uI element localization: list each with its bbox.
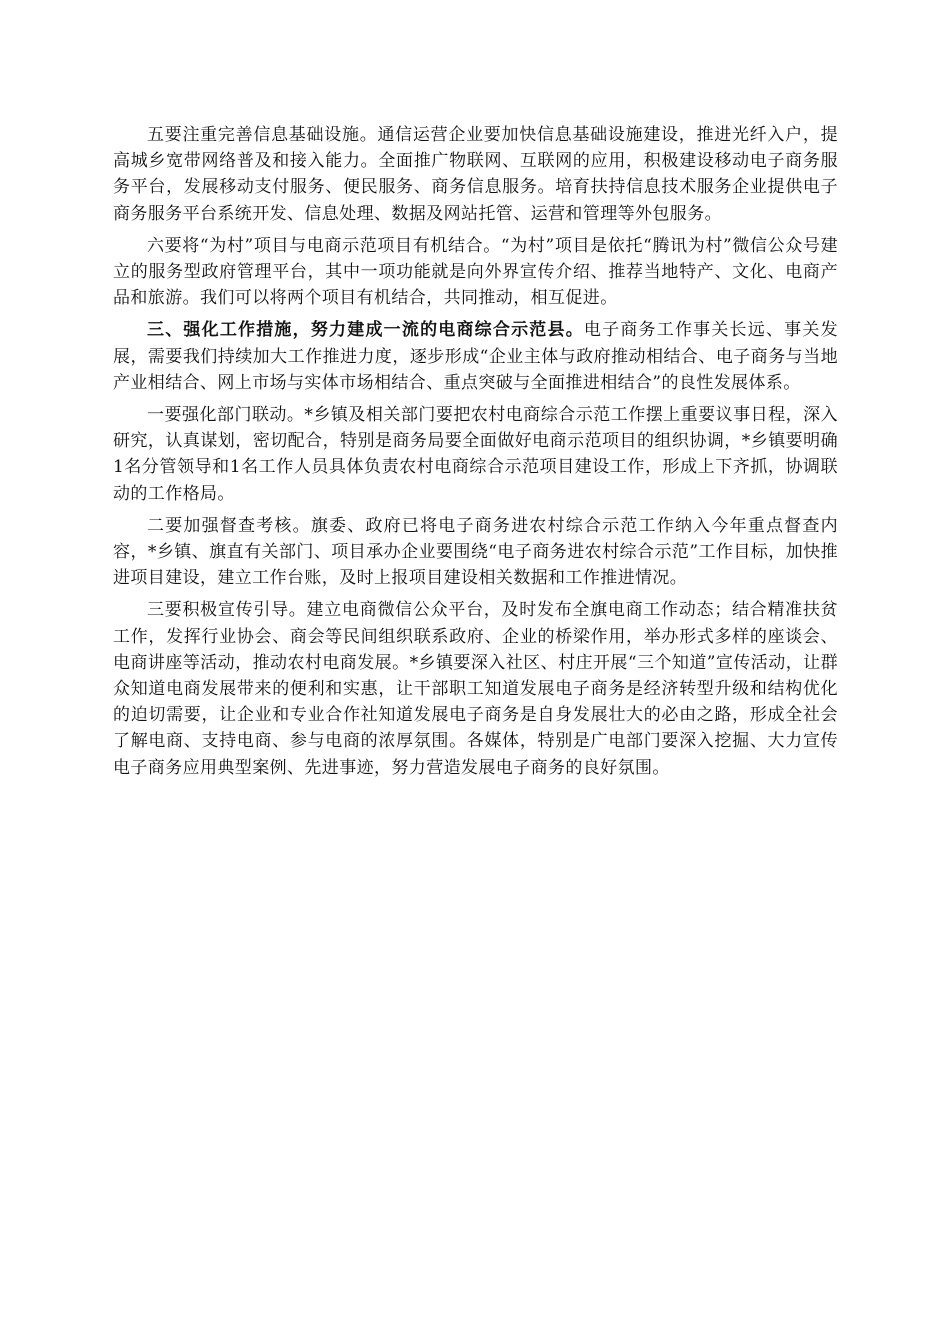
paragraph-text: 电子商务工作事关长远、事关发展，需要我们持续加大工作推进力度，逐步形成“企业主体与政府推动相结合、电子商务与当地产业相结合、网上市场与实体市场相结合、重点突破与全面推进相结合”的良性发展体系。 — [113, 320, 838, 393]
document-page — [113, 122, 838, 787]
paragraph-publicity — [113, 597, 838, 780]
paragraph-text: 二要加强督查考核。旗委、政府已将电子商务进农村综合示范工作纳入今年重点督查内容，*乡镇、旗直有关部门、项目承办企业要围绕“电子商务进农村综合示范”工作目标，加快推进项目建设，建立工作台账，及时上报项目建设相关数据和工作推进情况。 — [113, 515, 838, 589]
paragraph-improve-infrastructure — [113, 122, 838, 227]
paragraph-weicun-project — [113, 233, 838, 312]
paragraph-department-coordination — [113, 402, 838, 507]
section-heading: 三、强化工作措施，努力建成一流的电商综合示范县。 — [147, 320, 584, 341]
paragraph-text: 六要将“为村”项目与电商示范项目有机结合。“为村”项目是依托“腾讯为村”微信公众号建立的服务型政府管理平台，其中一项功能就是向外界宣传介绍、推荐当地特产、文化、电商产品和旅游。我们可以将两个项目有机结合，共同推动，相互促进。 — [113, 235, 838, 309]
paragraph-text: 一要强化部门联动。*乡镇及相关部门要把农村电商综合示范工作摆上重要议事日程，深入研究，认真谋划，密切配合，特别是商务局要全面做好电商示范项目的组织协调，*乡镇要明确1名分管领导和1名工作人员具体负责农村电商综合示范项目建设工作，形成上下齐抓，协调联动的工作格局。 — [113, 405, 838, 504]
paragraph-text: 三要积极宣传引导。建立电商微信公众平台，及时发布全旗电商工作动态；结合精准扶贫工作，发挥行业协会、商会等民间组织联系政府、企业的桥梁作用，举办形式多样的座谈会、电商讲座等活动，推动农村电商发展。*乡镇要深入社区、村庄开展“三个知道”宣传活动，让群众知道电商发展带来的便利和实惠，让干部职工知道发展电子商务是经济转型升级和结构优化的迫切需要，让企业和专业合作社知道发展电子商务是自身发展壮大的必由之路，形成全社会了解电商、支持电商、参与电商的浓厚氛围。各媒体，特别是广电部门要深入挖掘、大力宣传电子商务应用典型案例、先进事迹，努力营造发展电子商务的良好氛围。 — [113, 600, 838, 778]
paragraph-text: 五要注重完善信息基础设施。通信运营企业要加快信息基础设施建设，推进光纤入户，提高城乡宽带网络普及和接入能力。全面推广物联网、互联网的应用，积极建设移动电子商务服务平台，发展移动支付服务、便民服务、商务信息服务。培育扶持信息技术服务企业提供电子商务服务平台系统开发、信息处理、数据及网站托管、运营和管理等外包服务。 — [113, 125, 838, 224]
paragraph-supervision — [113, 513, 838, 592]
paragraph-section-three — [113, 317, 838, 396]
